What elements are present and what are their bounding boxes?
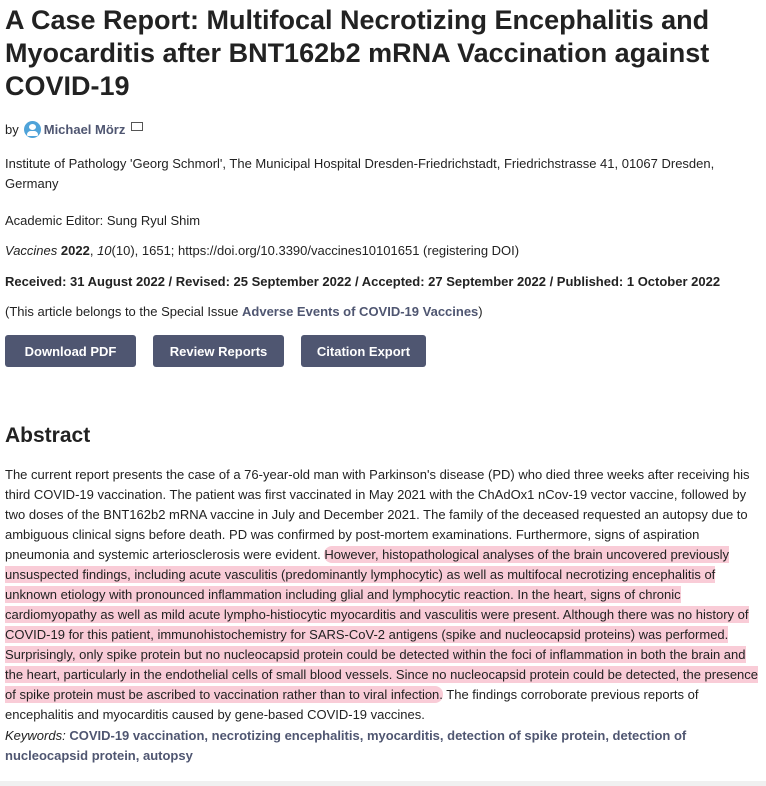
affiliation: Institute of Pathology 'Georg Schmorl', The Municipal Hospital Dresden-Friedrichstadt, Friedrichstrasse 41, 01067 Dresden, Germany <box>5 156 715 191</box>
abstract-end: The findings corroborate previous reports of encephalitis and myocarditis caused by gene-based COVID-19 vaccines. <box>5 687 699 722</box>
keywords-label: Keywords: <box>5 728 70 743</box>
keywords-links[interactable]: COVID-19 vaccination, necrotizing encephalitis, myocarditis, detection of spike protein, detection of nucleocapsid protein, autopsy <box>5 728 687 763</box>
special-issue-prefix: (This article belongs to the Special Issue <box>5 304 243 319</box>
publication-dates: Received: 31 August 2022 / Revised: 25 September 2022 / Accepted: 27 September 2022 / Published: 1 October 2022 <box>5 274 721 289</box>
author-link[interactable]: Michael Mörz <box>43 122 126 137</box>
academic-editor: Academic Editor: Sung Ryul Shim <box>5 213 201 228</box>
review-reports-button[interactable]: Review Reports <box>153 335 284 367</box>
citation-sep: , <box>89 243 98 258</box>
journal-name: Vaccines <box>5 243 58 258</box>
byline <box>5 121 143 138</box>
by-label: by <box>5 122 19 137</box>
special-issue-suffix: ) <box>478 304 483 319</box>
citation-line <box>5 243 519 258</box>
citation-year: 2022 <box>60 243 90 258</box>
action-buttons <box>5 335 443 367</box>
email-icon[interactable] <box>131 122 143 131</box>
abstract-text <box>5 465 763 725</box>
abstract-heading: Abstract <box>5 424 91 447</box>
bottom-divider <box>0 781 766 786</box>
citation-volume: 10 <box>97 243 112 258</box>
article-title: A Case Report: Multifocal Necrotizing Encephalitis and Myocarditis after BNT162b2 mRNA Vaccination against COVID-19 <box>5 5 710 101</box>
author-profile-icon[interactable] <box>24 121 41 138</box>
download-pdf-button[interactable]: Download PDF <box>5 335 136 367</box>
special-issue <box>5 304 483 319</box>
abstract-highlighted: However, histopathological analyses of the brain uncovered previously unsuspected findings, including acute vasculitis (predominantly lymphocytic) as well as multifocal necrotizing encephalitis of unknown etiology with pronounced inflammation including glial and lymphocytic reaction. In the heart, signs of chronic cardiomyopathy as well as mild acute lympho-histiocytic myocarditis and vasculitis were present. Although there was no history of COVID-19 for this patient, immunohistochemistry for SARS-CoV-2 antigens (spike and nucleocapsid proteins) was performed. Surprisingly, only spike protein but no nucleocapsid protein could be detected within the foci of inflammation in both the brain and the heart, particularly in the endothelial cells of small blood vessels. Since no nucleocapsid protein could be detected, the presence of spike protein must be ascribed to vaccination rather than to viral infection. <box>5 547 759 702</box>
citation-export-button[interactable]: Citation Export <box>301 335 426 367</box>
abstract-plain: The current report presents the case of a 76-year-old man with Parkinson's disease (PD) who died three weeks after receiving his third COVID-19 vaccination. The patient was first vaccinated in May 2021 with the ChAdOx1 nCov-19 vector vaccine, followed by two doses of the BNT162b2 mRNA vaccine in July and December 2021. The family of the deceased requested an autopsy due to ambiguous clinical signs before death. PD was confirmed by post-mortem examinations. Furthermore, signs of aspiration pneumonia and systemic arteriosclerosis were evident. <box>5 467 750 562</box>
citation-rest: (10), 1651; https://doi.org/10.3390/vaccines10101651 (registering DOI) <box>111 243 520 258</box>
special-issue-link[interactable]: Adverse Events of COVID-19 Vaccines <box>242 304 479 319</box>
keywords <box>5 726 745 766</box>
